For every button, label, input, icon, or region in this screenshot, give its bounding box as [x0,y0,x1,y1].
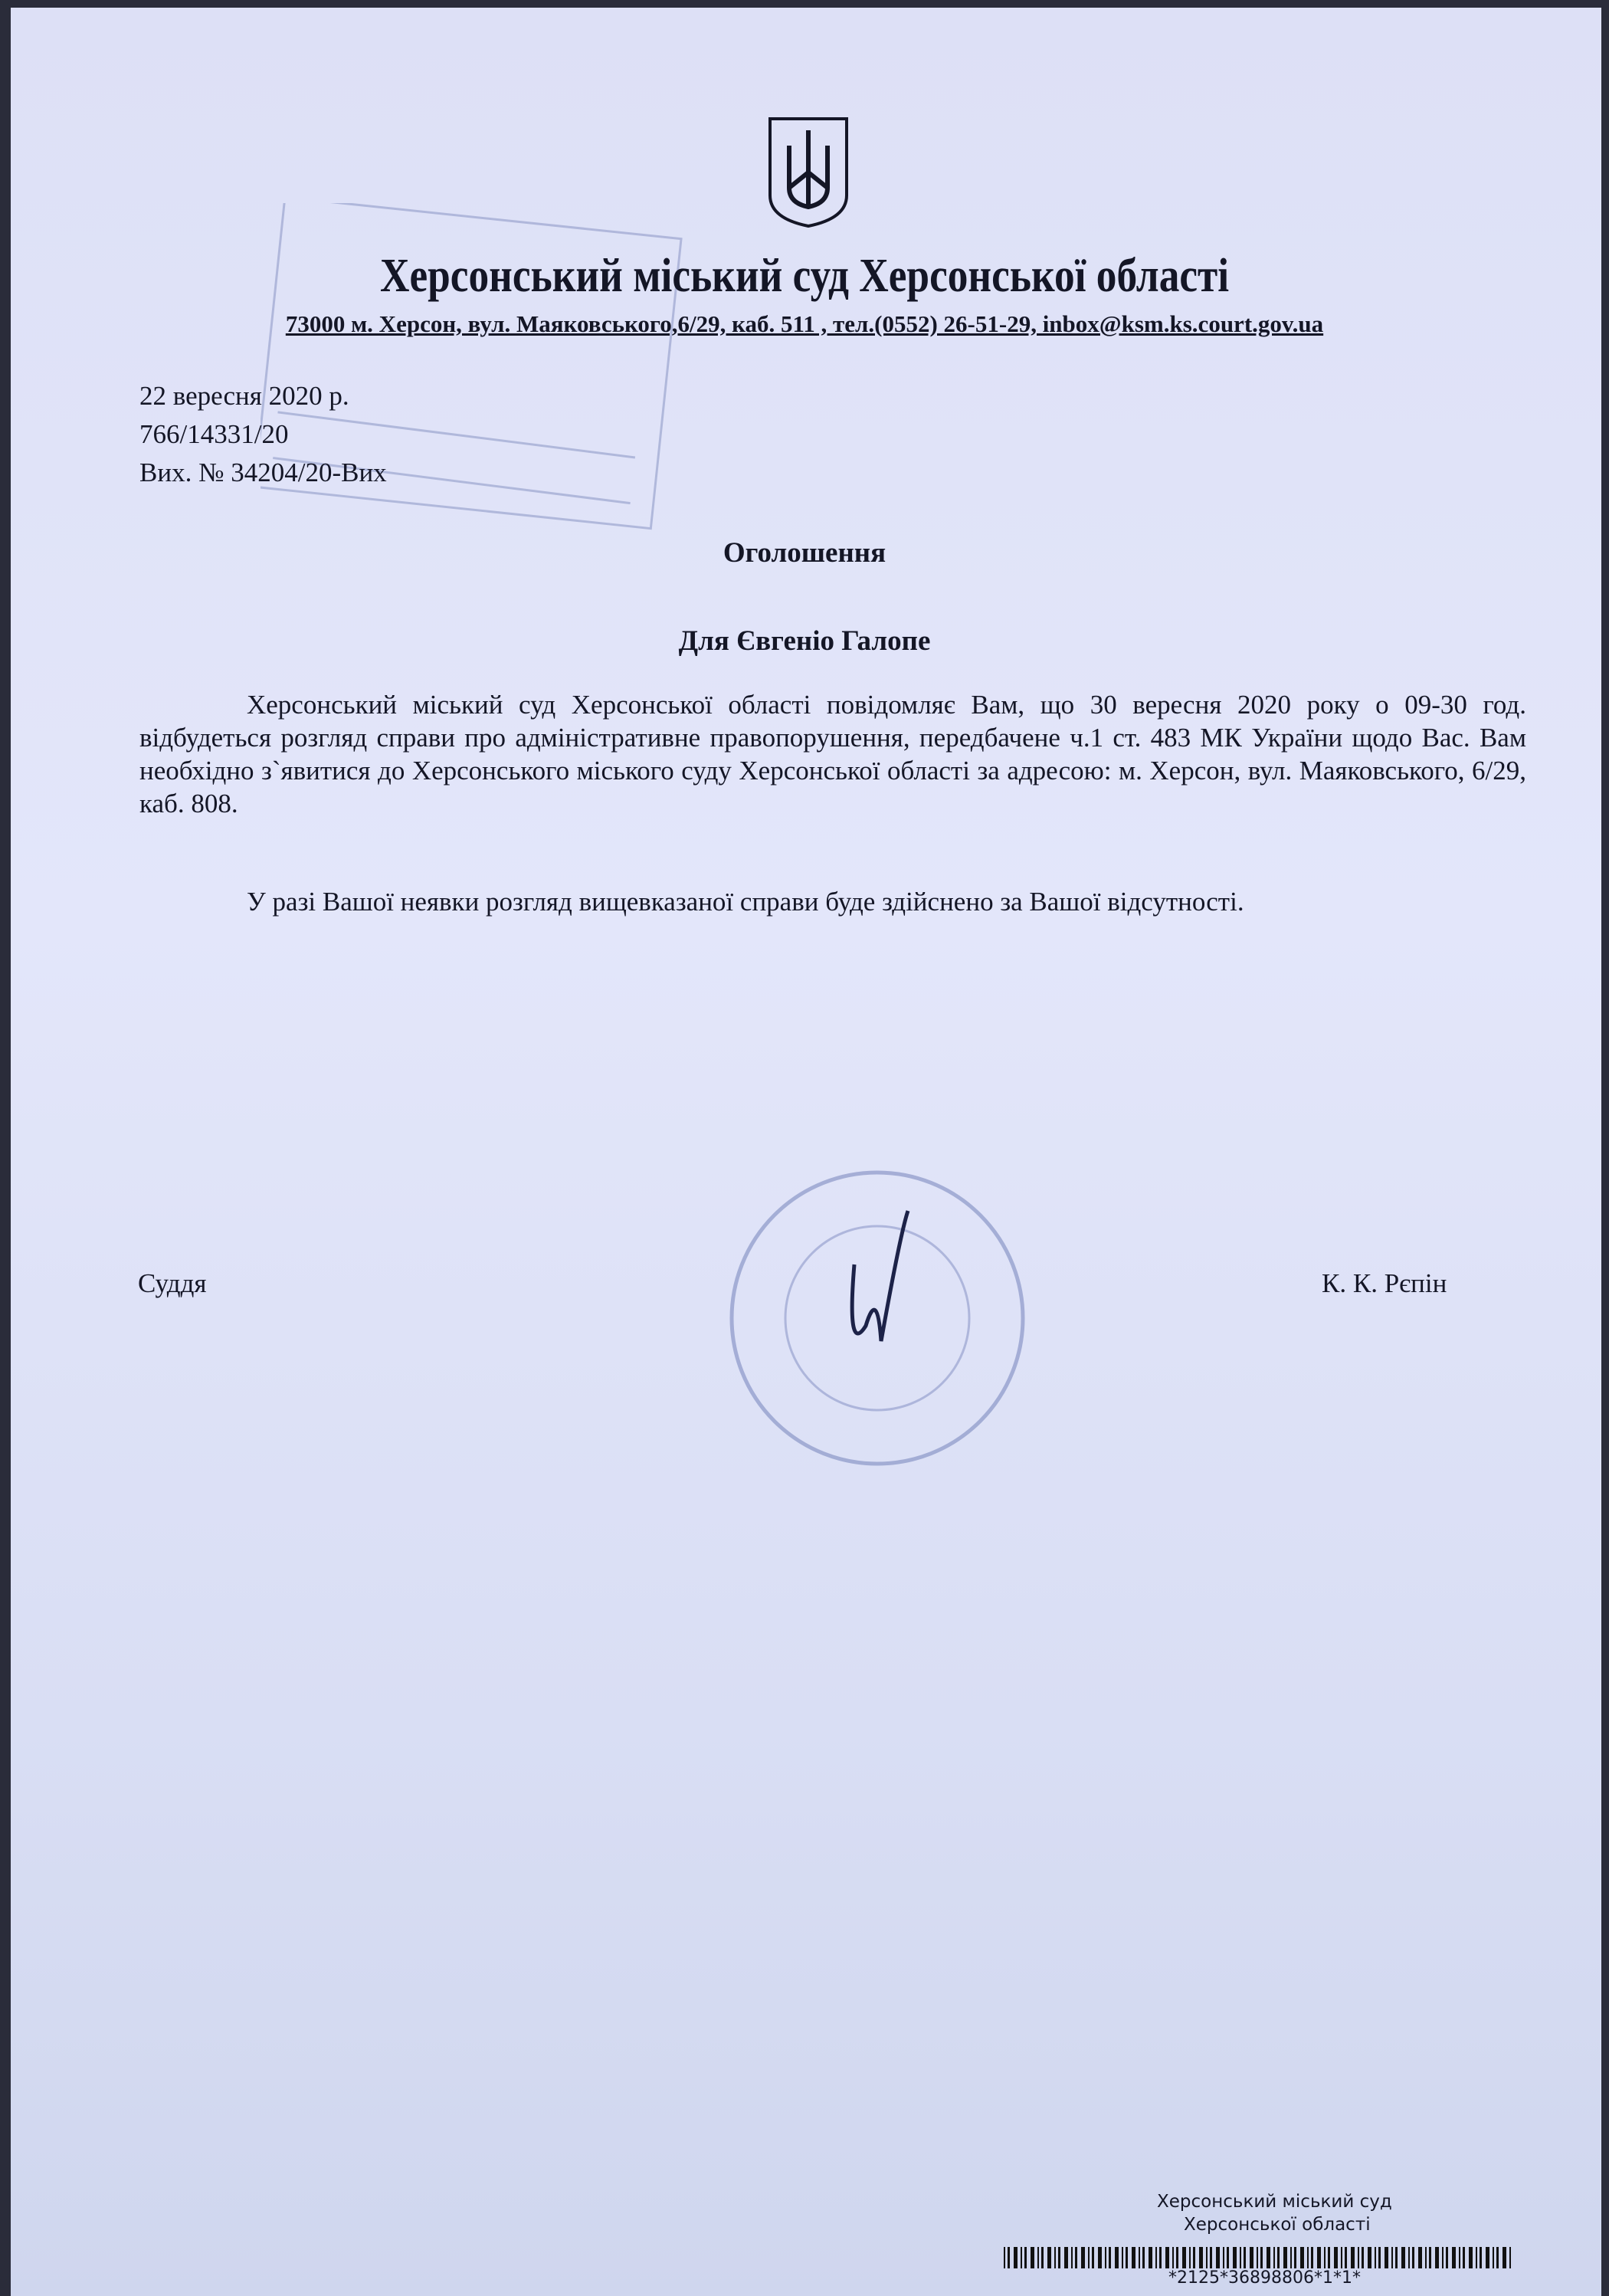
barcode-bar [1058,2247,1060,2268]
barcode-bar [1098,2247,1102,2268]
barcode-bar [1324,2247,1326,2268]
barcode-bar [1480,2247,1482,2268]
barcode-bar [1037,2247,1039,2268]
barcode-bar [1476,2247,1477,2268]
barcode-bar [1429,2247,1431,2268]
court-seal [724,1165,1031,1471]
barcode-bar [1047,2247,1051,2268]
barcode-bar [1172,2247,1174,2268]
barcode-bar [1328,2247,1330,2268]
barcode-bar [1486,2247,1489,2268]
coat-of-arms-icon [766,115,850,230]
barcode-bar [1412,2247,1414,2268]
document-page [11,8,1601,2296]
barcode-bar [1008,2247,1010,2268]
barcode-bar [1401,2247,1405,2268]
barcode-bar [1155,2247,1157,2268]
barcode-bar [1193,2247,1195,2268]
barcode-bar [1149,2247,1152,2268]
barcode-bar [1075,2247,1077,2268]
barcode-bar [1088,2247,1090,2268]
barcode-bar [1311,2247,1313,2268]
barcode-bar [1081,2247,1085,2268]
barcode-bar [1493,2247,1494,2268]
court-name: Херсонський міський суд Херсонської області [379,250,1230,302]
barcode-bar [1345,2247,1347,2268]
barcode-bar [1375,2247,1376,2268]
notice-paragraph-1: Херсонський міський суд Херсонської області повідомляє Вам, що 30 вересня 2020 року о 09-30 год. відбудеться розгляд справи про адміністративне правопорушення, передбачене ч.1 ст. 483 МК України щодо Вас. Вам необхідно з`явитися до Херсонського міського суду Херсонської області за адресою: м. Херсон, вул. Маяковського, 6/29, каб. 808. [139,690,1526,818]
barcode-bar [1159,2247,1162,2268]
barcode-bar [1273,2247,1275,2268]
barcode [1004,2247,1517,2270]
barcode-bar [1092,2247,1094,2268]
barcode-bar [1071,2247,1073,2268]
barcode-bar [1142,2247,1145,2268]
barcode-bar [1257,2247,1258,2268]
barcode-bar [1290,2247,1292,2268]
barcode-bar [1362,2247,1364,2268]
document-date: 22 вересня 2020 р. [139,381,349,411]
barcode-bar [1446,2247,1448,2268]
barcode-bar [1014,2247,1018,2268]
barcode-label-1: Херсонський міський суд [1157,2192,1392,2212]
barcode-bar [1115,2247,1119,2268]
barcode-bar [1502,2247,1506,2268]
barcode-bar [1391,2247,1393,2268]
barcode-bar [1395,2247,1398,2268]
barcode-bar [1031,2247,1034,2268]
barcode-bar [1105,2247,1106,2268]
barcode-bar [1250,2247,1253,2268]
barcode-bar [1206,2247,1208,2268]
barcode-bar [1233,2247,1237,2268]
barcode-bar [1277,2247,1280,2268]
barcode-bar [1442,2247,1444,2268]
barcode-label-2: Херсонської області [1184,2215,1371,2235]
barcode-bar [1041,2247,1044,2268]
barcode-bar [1463,2247,1465,2268]
barcode-bar [1300,2247,1304,2268]
case-number: 766/14331/20 [139,419,289,449]
barcode-bar [1307,2247,1309,2268]
barcode-bar [1452,2247,1456,2268]
barcode-bar [1189,2247,1191,2268]
barcode-bar [1122,2247,1123,2268]
barcode-bar [1240,2247,1241,2268]
barcode-bar [1435,2247,1439,2268]
barcode-bar [1351,2247,1355,2268]
barcode-bar [1021,2247,1022,2268]
barcode-number: *2125*36898806*1*1* [1168,2268,1361,2288]
barcode-bar [1358,2247,1359,2268]
barcode-bar [1109,2247,1111,2268]
barcode-bar [1341,2247,1342,2268]
notice-title: Оголошення [723,537,886,569]
barcode-bar [1408,2247,1410,2268]
barcode-bar [1210,2247,1212,2268]
barcode-bar [1378,2247,1381,2268]
outgoing-number: Вих. № 34204/20-Вих [139,458,387,487]
barcode-bar [1199,2247,1203,2268]
barcode-bar [1385,2247,1388,2268]
handwritten-signature [852,1211,908,1341]
barcode-bar [1216,2247,1220,2268]
barcode-bar [1469,2247,1473,2268]
court-address: 73000 м. Херсон, вул. Маяковського,6/29, каб. 511 , тел.(0552) 26-51-29, inbox@ksm.ks.court.gov.ua [285,310,1324,337]
barcode-bar [1182,2247,1186,2268]
barcode-bar [1004,2247,1005,2268]
barcode-bar [1126,2247,1128,2268]
barcode-bar [1064,2247,1068,2268]
barcode-bar [1294,2247,1296,2268]
barcode-bar [1132,2247,1135,2268]
barcode-bar [1283,2247,1287,2268]
barcode-bar [1244,2247,1246,2268]
barcode-bar [1509,2247,1511,2268]
notice-recipient: Для Євгеніо Галопе [678,625,931,657]
barcode-bar [1139,2247,1140,2268]
barcode-bar [1418,2247,1422,2268]
barcode-bar [1496,2247,1499,2268]
barcode-bar [1334,2247,1338,2268]
barcode-bar [1317,2247,1321,2268]
barcode-bar [1176,2247,1178,2268]
barcode-bar [1024,2247,1027,2268]
signature-role: Суддя [138,1268,207,1298]
barcode-bar [1260,2247,1263,2268]
barcode-bar [1227,2247,1229,2268]
barcode-bar [1368,2247,1371,2268]
barcode-bar [1223,2247,1224,2268]
barcode-bar [1425,2247,1427,2268]
barcode-bar [1459,2247,1460,2268]
barcode-bar [1165,2247,1169,2268]
judge-name: К. К. Рєпін [1322,1268,1447,1298]
barcode-bar [1267,2247,1270,2268]
notice-paragraph-2: У разі Вашої неявки розгляд вищевказаної справи буде здійснено за Вашої відсутності. [247,887,1244,917]
barcode-bar [1054,2247,1056,2268]
